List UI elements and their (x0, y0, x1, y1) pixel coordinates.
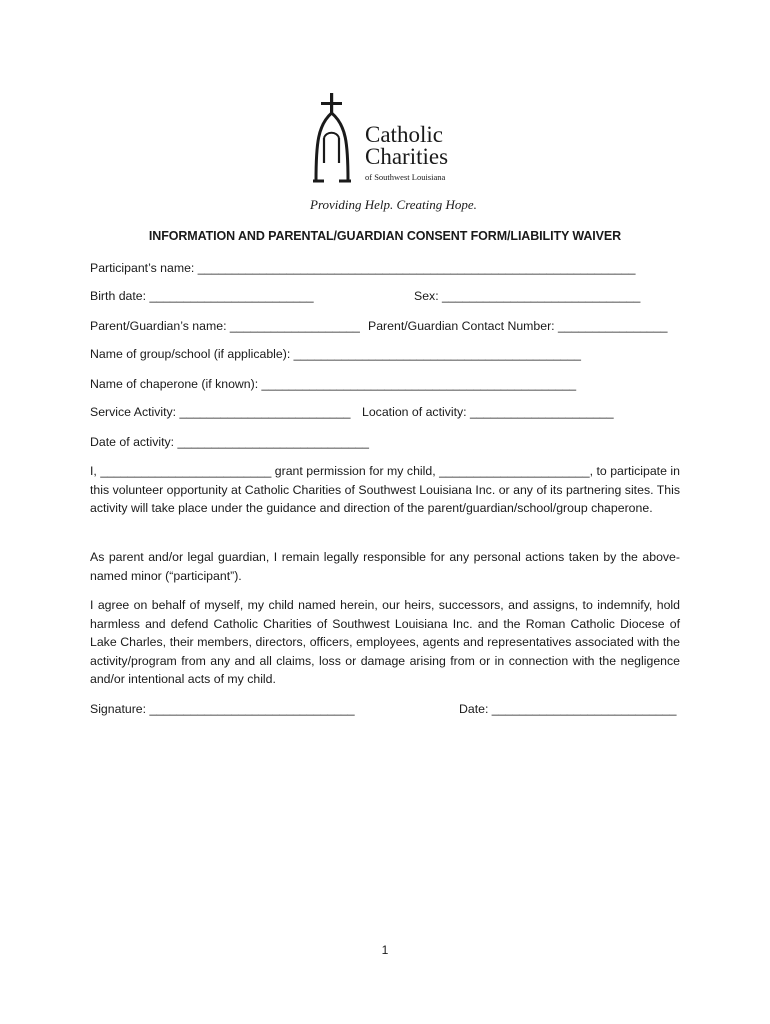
guardian-name-field[interactable]: Parent/Guardian’s name: ___________________ (90, 319, 360, 333)
service-activity-field[interactable]: Service Activity: _________________________ (90, 405, 351, 419)
form-title: INFORMATION AND PARENTAL/GUARDIAN CONSENT FORM/LIABILITY WAIVER (148, 229, 622, 243)
birth-date-field[interactable]: Birth date: ________________________ (90, 289, 314, 303)
responsibility-paragraph (90, 548, 680, 585)
date-of-activity-field[interactable]: Date of activity: ____________________________ (90, 435, 369, 449)
sex-field[interactable]: Sex: _____________________________ (414, 289, 641, 303)
catholic-charities-logo (310, 93, 477, 213)
page-number: 1 (381, 943, 389, 957)
cross-church-icon (310, 93, 360, 188)
guardian-contact-field[interactable]: Parent/Guardian Contact Number: ________________ (368, 319, 668, 333)
group-school-field[interactable]: Name of group/school (if applicable): __________________________________________ (90, 347, 581, 361)
org-name-line1: Catholic (365, 122, 443, 147)
org-name-line2: Charities (365, 144, 449, 169)
date-field[interactable]: Date: ___________________________ (459, 702, 677, 716)
signature-field[interactable]: Signature: ______________________________ (90, 702, 355, 716)
permission-paragraph (90, 462, 680, 518)
permission-text: I, _________________________ grant permission for my child, ______________________, to participate in this volunteer opportunity at Catholic Charities of Southwest Louisiana Inc. or any of its partnering sites. This activity will take place under the guidance and direction of the parent/guardian/school/group chaperone. (90, 464, 680, 516)
tagline: Providing Help. Creating Hope. (310, 197, 477, 212)
org-name-line3: of Southwest Louisiana (365, 172, 446, 182)
indemnify-text: I agree on behalf of myself, my child named herein, our heirs, successors, and assigns, to indemnify, hold harmless and defend Catholic Charities of Southwest Louisiana Inc. and the Roman Catholic Diocese of Lake Charles, their members, directors, officers, employees, agents and representatives associated with the activity/program from any and all claims, loss or damage arising from or in connection with the negligence and/or intentional acts of my child. (90, 598, 680, 687)
participant-name-field[interactable]: Participant’s name: ________________________________________________________________ (90, 261, 636, 275)
responsibility-text: As parent and/or legal guardian, I remain legally responsible for any personal actions taken by the above-named minor (“participant”). (90, 550, 680, 583)
location-field[interactable]: Location of activity: _____________________ (362, 405, 614, 419)
indemnify-paragraph (90, 596, 680, 689)
chaperone-field[interactable]: Name of chaperone (if known): ______________________________________________ (90, 377, 577, 391)
